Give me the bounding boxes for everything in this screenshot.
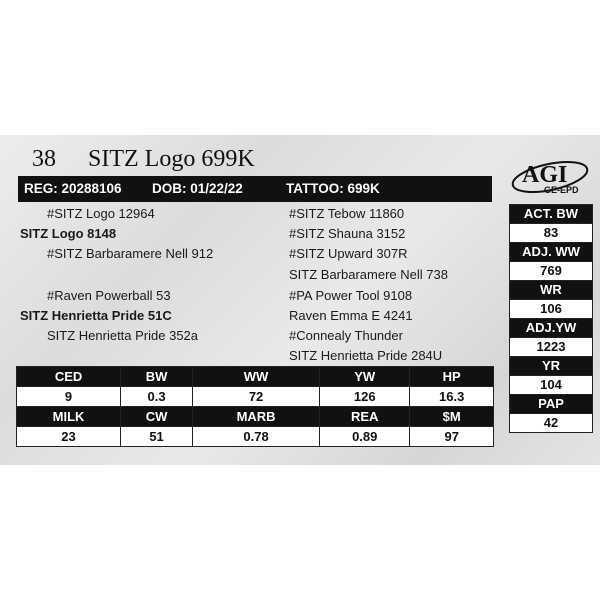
- side-label-wr: WR: [510, 281, 593, 300]
- epd-value-hp: 16.3: [410, 387, 494, 407]
- tattoo: TATTOO: 699K: [286, 181, 380, 196]
- pedigree-dam-sire: #Raven Powerball 53: [47, 288, 171, 303]
- epd-value-marb: 0.78: [193, 427, 320, 447]
- pedigree-right-7: #Connealy Thunder: [289, 328, 403, 343]
- side-value-wr: 106: [510, 300, 593, 319]
- side-value-adj-yw: 1223: [510, 338, 593, 357]
- epd-value-yw: 126: [320, 387, 410, 407]
- epd-header-rea: REA: [320, 407, 410, 427]
- epd-value-ced: 9: [17, 387, 121, 407]
- epd-header-row: [17, 367, 494, 387]
- pedigree-dam: SITZ Henrietta Pride 51C: [20, 308, 172, 323]
- side-label-adj-yw: ADJ.YW: [510, 319, 593, 338]
- side-value-adj-ww: 769: [510, 262, 593, 281]
- registration-bar: [18, 176, 492, 202]
- epd-value-cw: 51: [121, 427, 193, 447]
- pedigree-sire-sire: #SITZ Logo 12964: [47, 206, 155, 221]
- pedigree-right-1: #SITZ Tebow 11860: [289, 206, 405, 221]
- epd-header-row: [17, 407, 494, 427]
- epd-value-rea: 0.89: [320, 427, 410, 447]
- registration-number: REG: 20288106: [24, 181, 122, 196]
- pedigree-right-8: SITZ Henrietta Pride 284U: [289, 348, 443, 363]
- pedigree-right-6: Raven Emma E 4241: [289, 308, 413, 323]
- agi-logo: [508, 156, 594, 196]
- pedigree-right-2: #SITZ Shauna 3152: [289, 226, 406, 241]
- side-value-act-bw: 83: [510, 224, 593, 243]
- epd-header-dollar-m: $M: [410, 407, 494, 427]
- side-label-adj-ww: ADJ. WW: [510, 243, 593, 262]
- pedigree-dam-dam: SITZ Henrietta Pride 352a: [47, 328, 199, 343]
- epd-header-bw: BW: [121, 367, 193, 387]
- epd-header-milk: MILK: [17, 407, 121, 427]
- pedigree-right-4: SITZ Barbaramere Nell 738: [289, 267, 448, 282]
- agi-logo-text: AGI: [522, 162, 568, 188]
- epd-table: [16, 366, 494, 447]
- epd-header-ww: WW: [193, 367, 320, 387]
- pedigree-right-5: #PA Power Tool 9108: [289, 288, 413, 303]
- side-value-pap: 42: [510, 414, 593, 433]
- epd-value-ww: 72: [193, 387, 320, 407]
- epd-value-milk: 23: [17, 427, 121, 447]
- epd-value-row: [17, 387, 494, 407]
- epd-header-ced: CED: [17, 367, 121, 387]
- epd-value-row: [17, 427, 494, 447]
- side-label-yr: YR: [510, 357, 593, 376]
- date-of-birth: DOB: 01/22/22: [152, 181, 243, 196]
- epd-value-bw: 0.3: [121, 387, 193, 407]
- side-value-yr: 104: [510, 376, 593, 395]
- epd-value-dollar-m: 97: [410, 427, 494, 447]
- side-label-act-bw: ACT. BW: [510, 205, 593, 224]
- side-label-pap: PAP: [510, 395, 593, 414]
- animal-name: SITZ Logo 699K: [88, 146, 255, 172]
- pedigree-right-3: #SITZ Upward 307R: [289, 246, 408, 261]
- lot-number: 38: [32, 146, 56, 172]
- epd-header-cw: CW: [121, 407, 193, 427]
- epd-header-hp: HP: [410, 367, 494, 387]
- lot-header: [32, 144, 255, 174]
- pedigree-sire-dam: #SITZ Barbaramere Nell 912: [47, 246, 214, 261]
- pedigree-sire: SITZ Logo 8148: [20, 226, 117, 241]
- epd-header-yw: YW: [320, 367, 410, 387]
- epd-header-marb: MARB: [193, 407, 320, 427]
- performance-table: [509, 204, 593, 433]
- agi-logo-subtext: GE-EPD: [544, 185, 579, 195]
